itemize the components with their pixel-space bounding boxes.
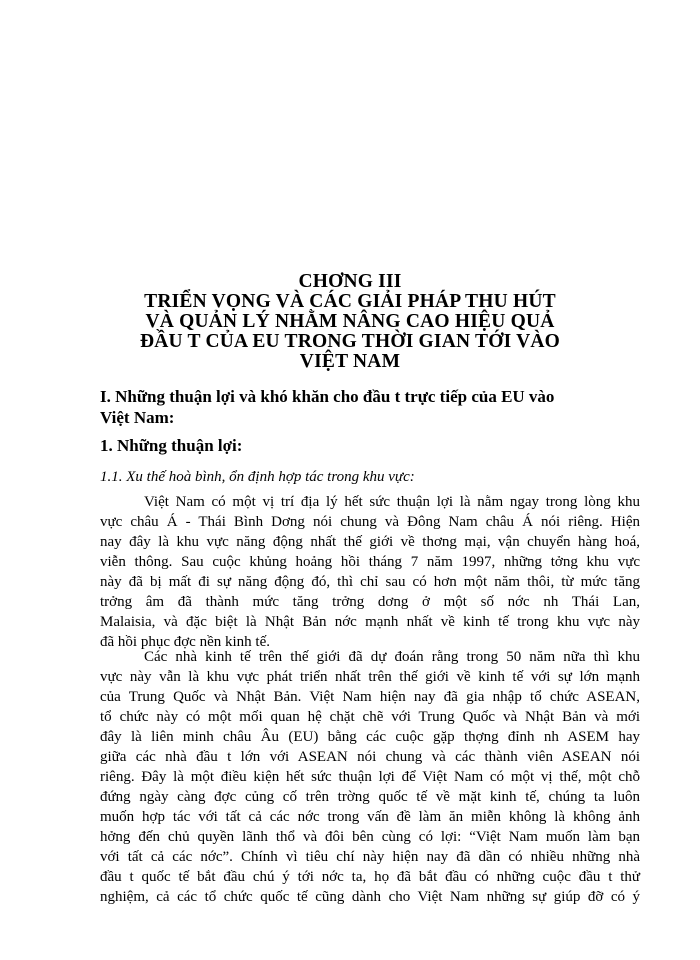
section-heading-line: Việt Nam: (100, 408, 175, 427)
paragraph-line: nghiệm, cả các tổ chức quốc tế cũng dành cho Việt Nam những sự giúp đỡ có ý (100, 889, 640, 905)
paragraph-line: với tất cả các nớc”. Chính vì tiêu chí này hiện nay đã dần có nhiều những nhà (100, 849, 640, 865)
section-heading (100, 386, 640, 428)
chapter-title (80, 272, 620, 372)
chapter-number: CHƠNG III (298, 271, 402, 292)
paragraph-line: Malaisia, và đặc biệt là Nhật Bản nớc mạnh nhất về kinh tế trong khu vực này (100, 614, 640, 630)
section-heading-line: I. Những thuận lợi và khó khăn cho đầu t trực tiếp của EU vào (100, 387, 555, 406)
paragraph (100, 492, 640, 652)
paragraph-line: muốn hợp tác với tất cả các nớc trong vấn đề làm ăn miễn không là không ảnh (100, 809, 640, 825)
paragraph-line: riêng. Đây là một điều kiện hết sức thuận lợi để Việt Nam có một vị thế, một chỗ (100, 769, 640, 785)
subsubsection-heading: 1.1. Xu thế hoà bình, ổn định hợp tác trong khu vực: (100, 469, 415, 485)
paragraph-line: vực này vẫn là khu vực phát triển nhất trên thế giới về kinh tế với sự lớn mạnh (100, 669, 640, 685)
subsection-heading: 1. Những thuận lợi: (100, 436, 243, 455)
paragraph-line: trởng âm đã thành mức tăng trởng dơng ở một số nớc nh Thái Lan, (100, 594, 640, 610)
paragraph-line: hởng đến chủ quyền lãnh thổ và đôi bên cùng có lợi: “Việt Nam muốn làm bạn (100, 829, 640, 845)
paragraph-line: nay đây là khu vực năng động nhất thế giới về thơng mại, vận chuyển hàng hoá, (100, 534, 640, 550)
paragraph-line: Các nhà kinh tế trên thế giới đã dự đoán rằng trong 50 năm nữa thì khu (144, 649, 640, 665)
paragraph-line: đầu t quốc tế bắt đầu chú ý tới nớc ta, họ đã bắt đầu có những cuộc đầu t thử (100, 869, 640, 885)
paragraph-line: đứng ngày càng đợc củng cố trên trờng quốc tế về mặt kinh tế, chúng ta luôn (100, 789, 640, 805)
paragraph-line: đã hồi phục đợc nền kinh tế. (100, 634, 270, 650)
paragraph (100, 647, 640, 907)
paragraph-line: đây là liên minh châu Âu (EU) bằng các cuộc gặp thợng đỉnh nh ASEM hay (100, 729, 640, 745)
chapter-title-line: TRIỂN VỌNG VÀ CÁC GIẢI PHÁP THU HÚT (144, 291, 556, 312)
chapter-title-line: VÀ QUẢN LÝ NHẰM NÂNG CAO HIỆU QUẢ (145, 311, 555, 332)
paragraph-line: này đã bị mất đi sự năng động đó, thì chỉ sau có hơn một năm thôi, từ mức tăng (100, 574, 640, 590)
paragraph-line: tổ chức này có một mối quan hệ chặt chẽ với Trung Quốc và Nhật Bản và mới (100, 709, 640, 725)
paragraph-line: của Trung Quốc và Nhật Bản. Việt Nam hiện nay đã gia nhập tổ chức ASEAN, (100, 689, 640, 705)
paragraph-line: giữa các nhà đầu t lớn với ASEAN nói chung và các thành viên ASEAN nói (100, 749, 640, 765)
paragraph-line: vực châu Á - Thái Bình Dơng nói chung và Đông Nam châu Á nói riêng. Hiện (100, 514, 640, 530)
paragraph-line: Việt Nam có một vị trí địa lý hết sức thuận lợi là nằm ngay trong lòng khu (144, 494, 640, 510)
chapter-title-line: VIỆT NAM (299, 351, 401, 372)
paragraph-line: viễn thông. Sau cuộc khủng hoảng hồi tháng 7 năm 1997, những tởng khu vực (100, 554, 640, 570)
chapter-title-line: ĐẦU T CỦA EU TRONG THỜI GIAN TỚI VÀO (139, 331, 561, 352)
